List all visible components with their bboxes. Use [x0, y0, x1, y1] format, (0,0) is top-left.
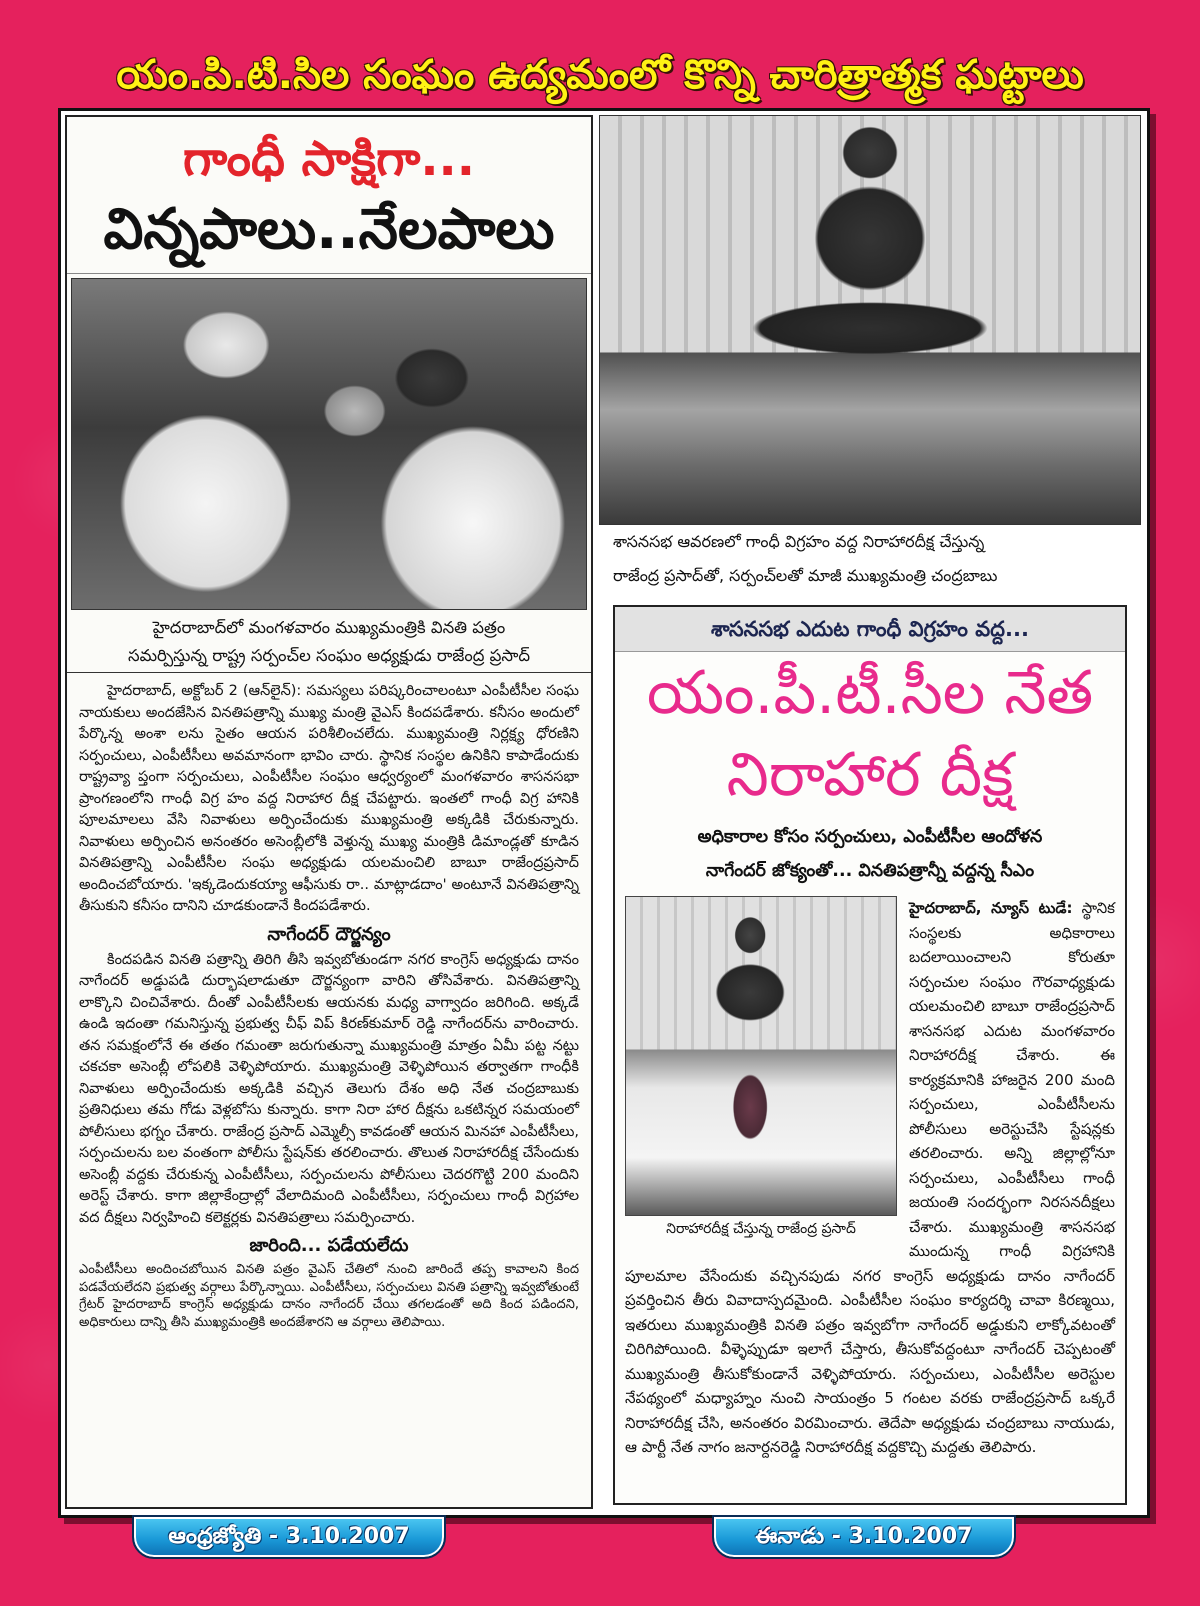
- photo-caption: [599, 525, 1141, 593]
- photo-caption-line-1: హైదరాబాద్‌లో మంగళవారం ముఖ్యమంత్రికి వినతి పత్రం: [152, 618, 506, 637]
- deck-line-1: అధికారాల కోసం సర్పంచులు, ఎంపీటీసీల ఆందోళన: [697, 827, 1043, 847]
- headline-line-2: నిరాహార దీక్ష: [726, 740, 1014, 810]
- headline: [615, 652, 1125, 820]
- photo-caption-line-2: రాజేంద్ర ప్రసాద్‌తో, సర్పంచ్‌లతో మాజీ ముఖ్యమంత్రి చంద్రబాబు: [613, 566, 998, 585]
- headline-line-1: గాంధీ సాక్షిగా...: [182, 131, 476, 187]
- headline-line-1: యం.పీ.టీ.సీల నేత: [646, 658, 1094, 728]
- body-text: స్థానిక సంస్థలకు అధికారాలు బదలాయించాలని కోరుతూ సర్పంచుల సంఘం గౌరవాధ్యక్షుడు యలమంచిలి బాబూ రాజేంద్రప్రసాద్ శాసనసభ ఎదుట మంగళవారం నిరాహారదీక్ష చేశారు. ఈ కార్యక్రమానికి హాజరైన 200 మంది సర్పంచులు, ఎంపీటీసీలను పోలీసులు అరెస్టుచేసి స్టేషన్లకు తరలించారు. అన్ని జిల్లాల్లోనూ సర్పంచులు, ఎంపీటీసీలు గాంధీ జయంతి సందర్భంగా నిరసనదీక్షలు చేశారు. ముఖ్యమంత్రి శాసనసభ ముందున్న గాంధీ విగ్రహానికి పూలమాల వేసేందుకు వచ్చినపుడు నగర కాంగ్రెస్ అధ్యక్షుడు దానం నాగేందర్ ప్రవర్తించిన తీరు వివాదాస్పదమైంది. ఎంపీటీసీల సంఘం కార్యదర్శి చావా కిరణ్మయి, ఇతరులు ముఖ్యమంత్రికి వినతి పత్రం ఇవ్వబోగా నాగేందర్ అడ్డుకుని లాక్కోవటంతో చిరిగిపోయింది. వీళ్ళెప్పుడూ ఇలాగే చేస్తారు, తీసుకోవద్దంటూ నాగేందర్ చెప్పటంతో ముఖ్యమంత్రి తీసుకోకుండానే వెళ్ళిపోయారు. సర్పంచులు, ఎంపీటీసీల అరెస్టుల నేపథ్యంలో మధ్యాహ్నం నుంచి సాయంత్రం 5 గంటల వరకు రాజేంద్రప్రసాద్ ఒక్కరే నిరాహారదీక్ష చేసి, అనంతరం విరమించారు. తెదేపా అధ్యక్షుడు చంద్రబాబు నాయుడు, ఆ పార్టీ నేత నాగం జనార్దనరెడ్డి నిరాహారదీక్ష వద్దకొచ్చి మద్దతు తెలిపారు.: [625, 899, 1115, 1456]
- photo-caption-line-2: సమర్పిస్తున్న రాష్ట్ర సర్పంచ్‌ల సంఘం అధ్యక్షుడు రాజేంద్ర ప్రసాద్: [127, 646, 530, 665]
- kicker: శాసనసభ ఎదుట గాంధీ విగ్రహం వద్ద...: [615, 607, 1125, 652]
- article-body: [67, 673, 591, 1491]
- source-tab-andhra-jyothy: ఆంధ్రజ్యోతి - 3.10.2007: [132, 1515, 446, 1559]
- photo-caption-line-1: శాసనసభ ఆవరణలో గాంధీ విగ్రహం వద్ద నిరాహారదీక్ష చేస్తున్న: [613, 532, 985, 551]
- photo-caption: [67, 610, 591, 673]
- article-body: [615, 892, 1125, 1496]
- paragraph-1: హైదరాబాద్, అక్టోబర్ 2 (ఆన్‌లైన్): సమస్యలు పరిష్కరించాలంటూ ఎంపీటీసీల సంఘ నాయకులు అందజేసిన వినతిపత్రాన్ని ముఖ్య మంత్రి వైఎస్ కిందపడేశారు. కనీసం అందులో పేర్కొన్న అంశా లను సైతం ఆయన పరిశీలించలేదు. ముఖ్యమంత్రి నిర్లక్ష్య ధోరణిని సర్పంచులు, ఎంపీటీసీలు అవమానంగా భావిం చారు. స్థానిక సంస్థల ఉనికిని కాపాడేందుకు రాష్ట్రవ్యా ప్తంగా సర్పంచులు, ఎంపీటీసీల సంఘం ఆధ్వర్యంలో మంగళవారం శాసనసభా ప్రాంగణంలోని గాంధీ విగ్ర హం వద్ద నిరాహార దీక్ష చేపట్టారు. ఇంతలో గాంధీ విగ్ర హానికి పూలమాలలు వేసి నివాళులు అర్పించేందుకు ముఖ్యమంత్రి అక్కడికి చేరుకున్నారు. నివాళులు అర్పించిన అనంతరం అసెంబ్లీలోకి వెళ్తున్న ముఖ్య మంత్రికి డిమాండ్లతో కూడిన వినతిపత్రాన్ని ఎంపీటీసీల సంఘ అధ్యక్షుడు యలమంచిలి బాబూ రాజేంద్రప్రసాద్ అందించబోయారు. 'ఇక్కడెందుకయ్యా ఆఫీసుకు రా.. మాట్లాడదాం' అంటూనే వినతిపత్రాన్ని తీసుకుని కనీసం దానిని చూడకుండానే కిందపడేశారు.: [79, 683, 579, 914]
- gandhi-statue-photo-block: [599, 115, 1141, 599]
- deck: [615, 820, 1125, 892]
- headline-line-2: విన్నపాలు..నేలపాలు: [103, 197, 555, 262]
- dateline: హైదరాబాద్, న్యూస్ టుడే:: [909, 899, 1073, 917]
- source-tab-eenadu: ఈనాడు - 3.10.2007: [712, 1515, 1016, 1559]
- photo-gandhi-statue-protest: [599, 115, 1141, 525]
- page-title: యం.పి.టి.సిల సంఘం ఉద్యమంలో కొన్ని చారిత్రాత్మక ఘట్టాలు: [116, 52, 1084, 98]
- paragraph-2: కిందపడిన వినతి పత్రాన్ని తిరిగి తీసి ఇవ్వబోతుండగా నగర కాంగ్రెస్ అధ్యక్షుడు దానం నాగేందర్ అడ్డుపడి దుర్భాషలాడుతూ దౌర్జన్యంగా వారిని తోసివేశారు. వినతిపత్రాన్ని లాక్కొని చించివేశారు. దీంతో ఎంపీటీసీలకు ఆయనకు మధ్య వాగ్వాదం జరిగింది. అక్కడే ఉండి ఇదంతా గమనిస్తున్న ప్రభుత్వ చీఫ్ విప్ కిరణ్‌కుమార్ రెడ్డి నాగేందర్‌ను వారించారు. తన సమక్షంలోనే ఈ తతం గమంతా జరుగుతున్నా ముఖ్యమంత్రి మాత్రం ఏమీ పట్ట నట్టు చకచకా అసెంబ్లీ లోపలికి వెళ్ళిపోయారు. ముఖ్యమంత్రి వెళ్ళిపోయిన తర్వాతగా గాంధీకి నివాళులు అర్పించేందుకు అక్కడికి వచ్చిన తెలుగు దేశం అధి నేత చంద్రబాబుకు ప్రతినిధులు తమ గోడు వెళ్లబోసు కున్నారు. కాగా నిరా హార దీక్షను ఒకటిన్నర సమయంలో పోలీసులు భగ్నం చేశారు. రాజేంద్ర ప్రసాద్ ఎమ్మెల్సీ కావడంతో ఆయన మినహా ఎంపీటీసీలు, సర్పంచులను బల వంతంగా పోలీసు స్టేషన్‌కు తరలించారు. తొలుత నిరాహారదీక్ష చేసేందుకు అసెంబ్లీ వద్దకు చేరుకున్న ఎంపీటీసీలు, సర్పంచులను పోలీసులు చెదరగొట్టి 200 మందిని అరెస్ట్ చేశారు. కాగా జిల్లాకేంద్రాల్లో వేలాదిమంది ఎంపీటీసీలు, సర్పంచులు గాంధీ విగ్రహాల వద దీక్షలు నిర్వహించి కలెక్టర్లకు వినతిపత్రాలు సమర్పించారు.: [79, 951, 579, 1226]
- subheading-1: నాగేందర్ దౌర్జన్యం: [267, 923, 391, 945]
- subheading-2: జారింది... పడేయలేదు: [249, 1235, 409, 1256]
- eenadu-clipping: [613, 605, 1127, 1505]
- headline: [67, 117, 591, 274]
- photo-caption: నిరాహారదీక్ష చేస్తున్న రాజేంద్ర ప్రసాద్: [666, 1221, 856, 1237]
- paragraph-3: ఎంపీటీసీలు అందించబోయిన వినతి పత్రం వైఎస్ చేతిలో నుంచి జారిందే తప్ప కావాలని కింద పడవేయలేదని ప్రభుత్వ వర్గాలు పేర్కొన్నాయి. ఎంపీటీసీలు, సర్పంచులు వినతి పత్రాన్ని ఇవ్వబోతుంటే గ్రేటర్ హైదరాబాద్ కాంగ్రెస్ అధ్యక్షుడు దానం నాగేందర్ చేయి తగలడంతో అది కింద పడిందని, అధికారులు దాన్ని తీసి ముఖ్యమంత్రికి అందజేశారని ఆ వర్గాలు తెలిపాయి.: [79, 1262, 579, 1330]
- clippings-panel: [58, 108, 1150, 1518]
- andhra-jyothy-clipping: [65, 115, 593, 1509]
- photo-petition-to-chief-minister: [71, 278, 587, 610]
- photo-hunger-strike: [625, 896, 897, 1216]
- deck-line-2: నాగేందర్ జోక్యంతో... వినతిపత్రాన్నీ వద్దన్న సీఎం: [705, 861, 1035, 881]
- inset-photo-figure: [625, 896, 897, 1242]
